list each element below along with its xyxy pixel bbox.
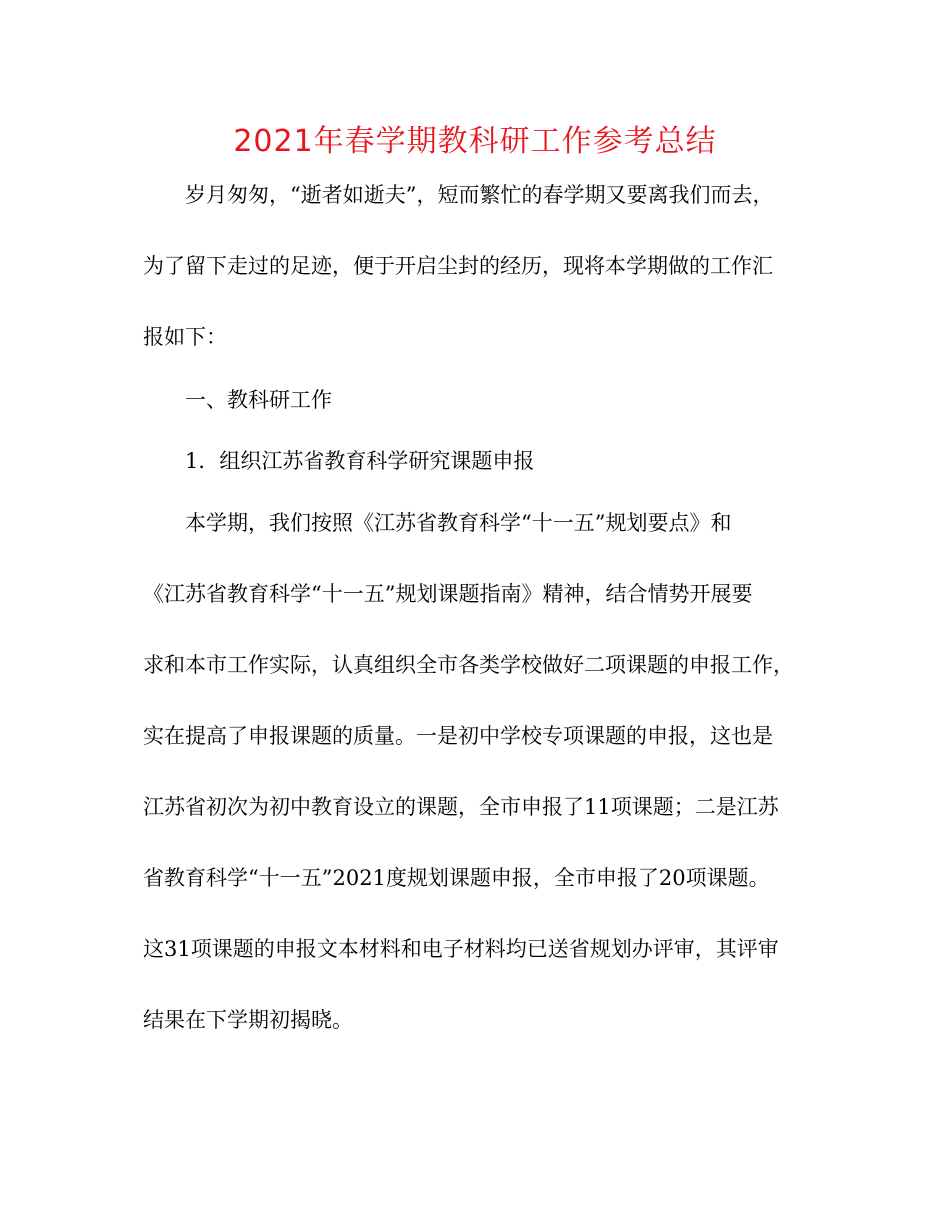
document-title: 2021年春学期教科研工作参考总结 xyxy=(233,124,717,159)
paragraph-line: 省教育科学“十一五”2021度规划课题申报，全市申报了20项课题。 xyxy=(143,866,770,890)
paragraph-line: 结果在下学期初揭晓。 xyxy=(143,1008,353,1032)
paragraph-line: 实在提高了申报课题的质量。一是初中学校专项课题的申报，这也是 xyxy=(143,724,773,748)
section-heading: 一、教科研工作 xyxy=(185,388,332,412)
paragraph-line: 本学期，我们按照《江苏省教育科学“十一五”规划要点》和 xyxy=(185,511,732,535)
paragraph-line: 为了留下走过的足迹，便于开启尘封的经历，现将本学期做的工作汇 xyxy=(143,254,773,278)
paragraph-line: 江苏省初次为初中教育设立的课题，全市申报了11项课题；二是江苏 xyxy=(143,795,779,819)
subsection-heading: 1．组织江苏省教育科学研究课题申报 xyxy=(185,449,535,473)
paragraph-line: 《江苏省教育科学“十一五”规划课题指南》精神，结合情势开展要 xyxy=(143,582,753,606)
paragraph-line: 岁月匆匆，“逝者如逝夫”，短而繁忙的春学期又要离我们而去， xyxy=(185,183,774,207)
paragraph-line: 报如下： xyxy=(143,325,227,349)
paragraph-line: 这31项课题的申报文本材料和电子材料均已送省规划办评审，其评审 xyxy=(143,937,779,961)
paragraph-line: 求和本市工作实际，认真组织全市各类学校做好二项课题的申报工作， xyxy=(143,653,794,677)
